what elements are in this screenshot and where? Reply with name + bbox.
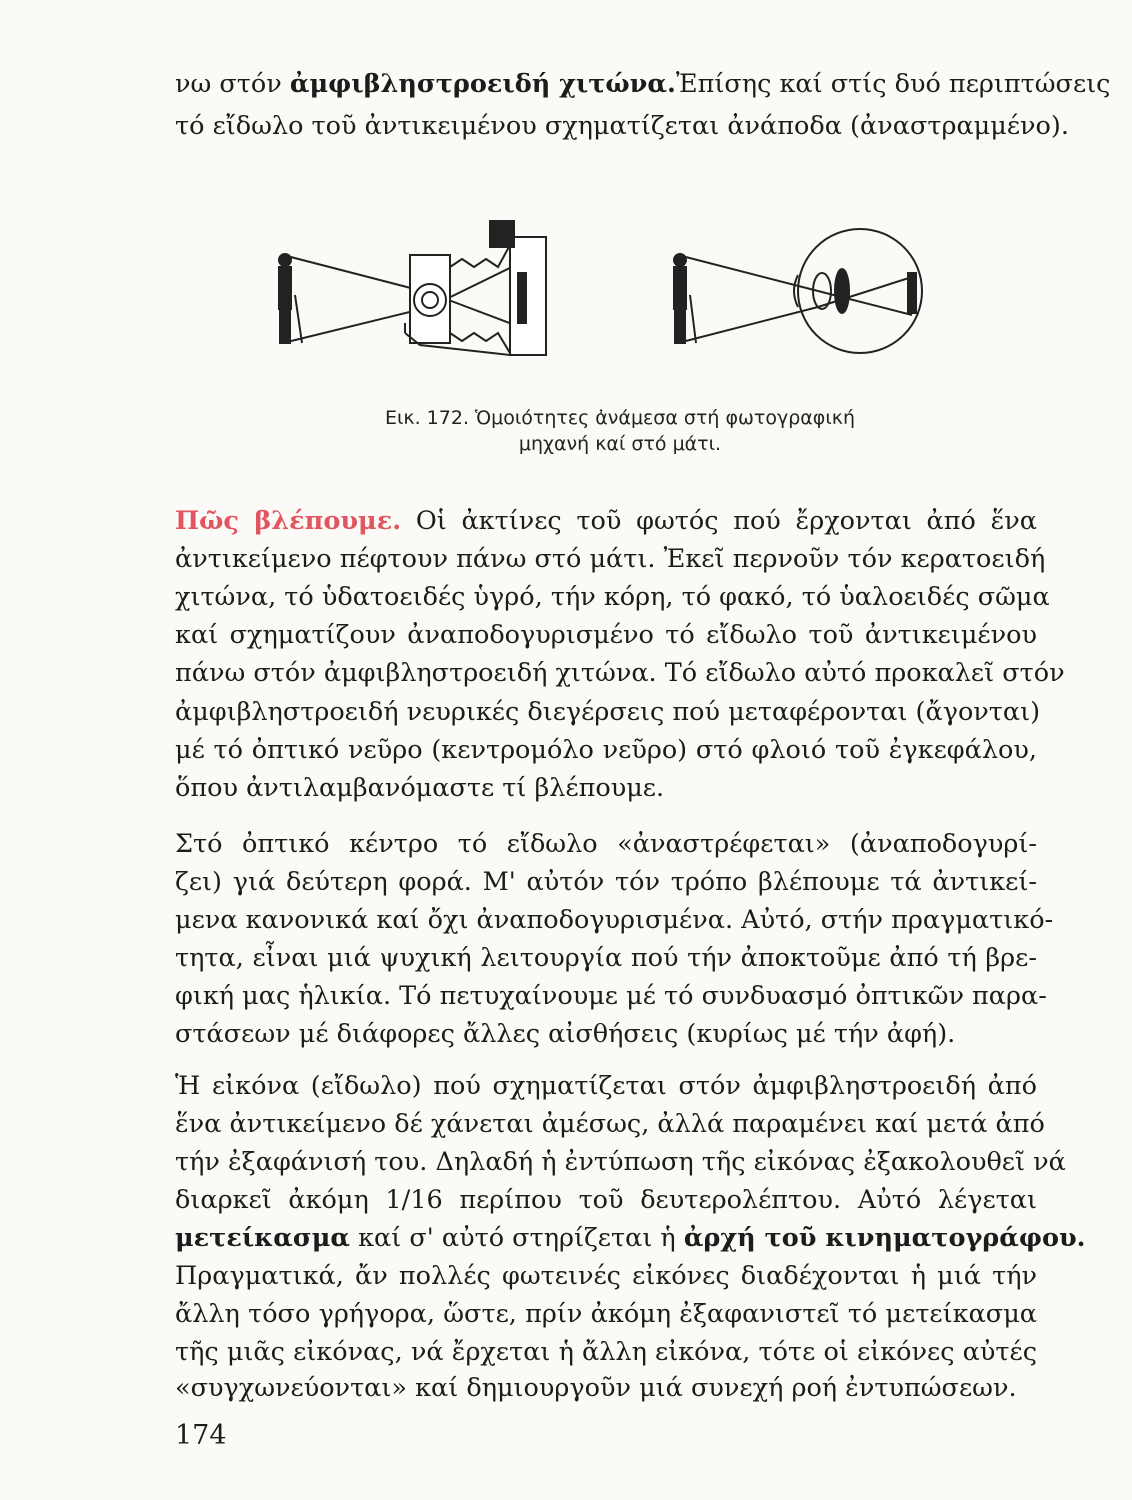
para2-line-2: ζει) γιά δεύτερη φορά. Μ' αὐτόν τόν τρόπο βλέπουμε τά ἀντικεί- — [175, 867, 1037, 897]
para2-line-1: Στό ὀπτικό κέντρο τό εἴδωλο «ἀναστρέφεται» (ἀναποδογυρί- — [175, 829, 1037, 859]
para2-line-5: φική μας ἡλικία. Τό πετυχαίνουμε μέ τό συνδυασμό ὀπτικῶν παρα- — [175, 981, 1047, 1011]
person-figure-right — [674, 254, 696, 343]
para1-line-3: χιτώνα, τό ὑδατοειδές ὑγρό, τήν κόρη, τό φακό, τό ὑαλοειδές σῶμα — [175, 582, 1050, 612]
para3-line-3: τήν ἐξαφάνισή του. Δηλαδή ἡ ἐντύπωση τῆς εἰκόνας ἐξακολουθεῖ νά — [175, 1147, 1066, 1177]
para2-line-3: μενα κανονικά καί ὄχι ἀναποδογυρισμένα. Αὐτό, στήν πραγματικό- — [175, 905, 1054, 935]
camera-eye-figure — [250, 215, 940, 375]
figure-caption-line-2: μηχανή καί στό μάτι. — [518, 433, 722, 455]
para3-line-8: τῆς μιᾶς εἰκόνας, νά ἔρχεται ἡ ἄλλη εἰκόνα, τότε οἱ εἰκόνες αὐτές — [175, 1337, 1037, 1367]
para3-line-6: Πραγματικά, ἄν πολλές φωτεινές εἰκόνες διαδέχονται ἡ μιά τήν — [175, 1261, 1037, 1291]
para2-line-6: στάσεων μέ διάφορες ἄλλες αἰσθήσεις (κυρίως μέ τήν ἀφή). — [175, 1019, 956, 1049]
intro-line-2: τό εἴδωλο τοῦ ἀντικειμένου σχηματίζεται ἀνάποδα (ἀναστραμμένο). — [175, 111, 1069, 141]
person-figure-left — [279, 254, 302, 343]
bold-term-afterimage: μετείκασμα — [175, 1223, 350, 1253]
bold-term-retina: ἀμφιβληστροειδή χιτώνα. — [289, 69, 676, 99]
para1-line-1: Πῶς βλέπουμε. Οἱ ἀκτίνες τοῦ φωτός πού ἔρχονται ἀπό ἕνα — [175, 506, 1037, 536]
para3-line-1: Ἡ εἰκόνα (εἴδωλο) πού σχηματίζεται στόν ἀμφιβληστροειδή ἀπό — [175, 1071, 1037, 1101]
para3-line-2: ἕνα ἀντικείμενο δέ χάνεται ἀμέσως, ἀλλά παραμένει καί μετά ἀπό — [175, 1109, 1045, 1139]
intro-line-1: νω στόν ἀμφιβληστροειδή χιτώνα.Ἐπίσης καί στίς δυό περιπτώσεις — [175, 69, 1111, 99]
eye-illustration — [674, 229, 922, 353]
para1-line-8: ὅπου ἀντιλαμβανόμαστε τί βλέπουμε. — [175, 773, 665, 803]
para1-line-6: ἀμφιβληστροειδή νευρικές διεγέρσεις πού μεταφέρονται (ἄγονται) — [175, 697, 1041, 727]
figure-caption-line-1: Εικ. 172. Ὁμοιότητες ἀνάμεσα στή φωτογραφική — [384, 407, 856, 429]
para2-line-4: τητα, εἶναι μιά ψυχική λειτουργία πού τήν ἀποκτοῦμε ἀπό τή βρε- — [175, 943, 1037, 973]
para1-line-2: ἀντικείμενο πέφτουν πάνω στό μάτι. Ἐκεῖ περνοῦν τόν κερατοειδή — [175, 544, 1046, 574]
section-heading: Πῶς βλέπουμε. — [175, 506, 402, 536]
camera-illustration — [279, 221, 546, 355]
page-number: 174 — [175, 1420, 227, 1451]
para1-line-4: καί σχηματίζουν ἀναποδογυρισμένο τό εἴδωλο τοῦ ἀντικειμένου — [175, 620, 1037, 650]
para3-line-4: διαρκεῖ ἀκόμη 1/16 περίπου τοῦ δευτερολέπτου. Αὐτό λέγεται — [175, 1185, 1037, 1215]
para3-line-9: «συγχωνεύονται» καί δημιουργοῦν μιά συνεχή ροή ἐντυπώσεων. — [175, 1373, 1017, 1403]
para3-line-5: μετείκασμα καί σ' αὐτό στηρίζεται ἡ ἀρχή τοῦ κινηματογράφου. — [175, 1223, 1086, 1253]
para3-line-7: ἄλλη τόσο γρήγορα, ὥστε, πρίν ἀκόμη ἐξαφανιστεῖ τό μετείκασμα — [175, 1299, 1037, 1329]
para1-line-7: μέ τό ὀπτικό νεῦρο (κεντρομόλο νεῦρο) στό φλοιό τοῦ ἐγκεφάλου, — [175, 735, 1037, 765]
para1-line-5: πάνω στόν ἀμφιβληστροειδή χιτώνα. Τό εἴδωλο αὐτό προκαλεῖ στόν — [175, 658, 1065, 688]
bold-term-cinema: ἀρχή τοῦ κινηματογράφου. — [683, 1223, 1086, 1253]
